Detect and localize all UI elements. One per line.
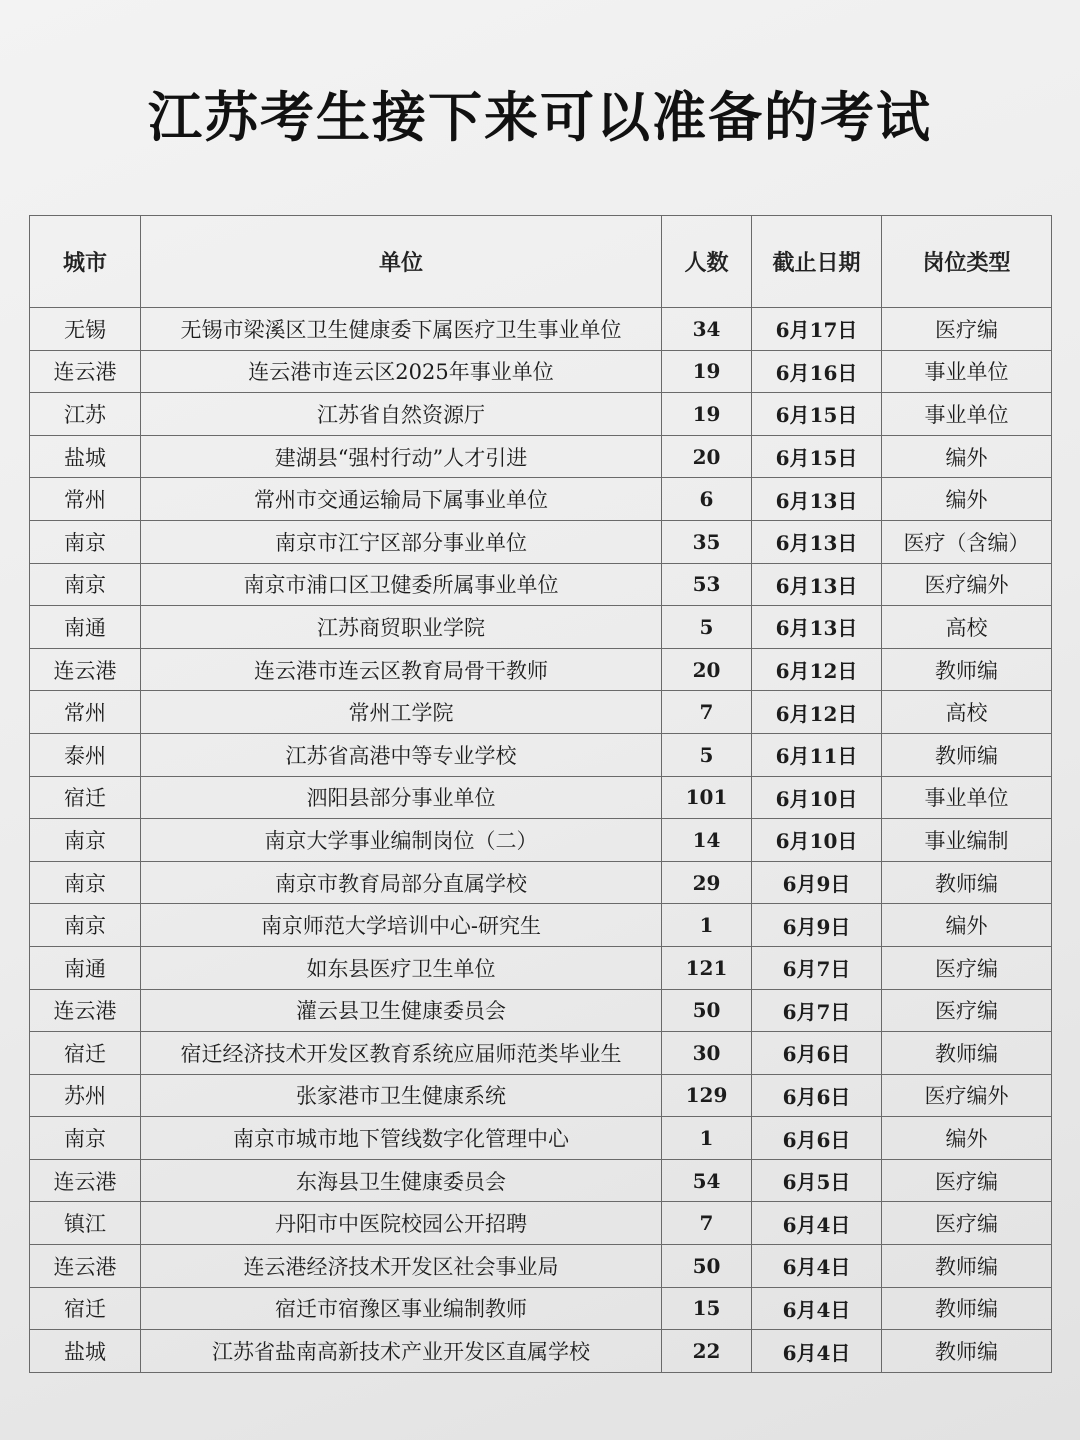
cell-count: 19 bbox=[662, 350, 752, 393]
table-row bbox=[30, 1032, 1052, 1075]
cell-unit: 张家港市卫生健康系统 bbox=[141, 1074, 662, 1117]
cell-unit: 江苏商贸职业学院 bbox=[141, 606, 662, 649]
cell-city: 宿迁 bbox=[30, 1287, 141, 1330]
cell-type: 事业单位 bbox=[882, 350, 1052, 393]
cell-city: 盐城 bbox=[30, 435, 141, 478]
cell-deadline: 6月10日 bbox=[752, 819, 882, 862]
cell-type: 医疗编外 bbox=[882, 1074, 1052, 1117]
cell-deadline: 6月7日 bbox=[752, 989, 882, 1032]
cell-count: 101 bbox=[662, 776, 752, 819]
cell-deadline: 6月7日 bbox=[752, 946, 882, 989]
cell-count: 30 bbox=[662, 1032, 752, 1075]
table-row bbox=[30, 308, 1052, 351]
cell-unit: 南京市江宁区部分事业单位 bbox=[141, 520, 662, 563]
cell-count: 29 bbox=[662, 861, 752, 904]
cell-deadline: 6月4日 bbox=[752, 1287, 882, 1330]
cell-type: 教师编 bbox=[882, 1032, 1052, 1075]
cell-unit: 南京大学事业编制岗位（二） bbox=[141, 819, 662, 862]
cell-deadline: 6月12日 bbox=[752, 648, 882, 691]
cell-deadline: 6月13日 bbox=[752, 606, 882, 649]
table-row bbox=[30, 904, 1052, 947]
cell-unit: 宿迁市宿豫区事业编制教师 bbox=[141, 1287, 662, 1330]
cell-type: 教师编 bbox=[882, 1287, 1052, 1330]
table-row bbox=[30, 691, 1052, 734]
cell-type: 医疗编 bbox=[882, 989, 1052, 1032]
cell-city: 连云港 bbox=[30, 989, 141, 1032]
cell-city: 盐城 bbox=[30, 1330, 141, 1373]
cell-deadline: 6月4日 bbox=[752, 1245, 882, 1288]
cell-type: 医疗编 bbox=[882, 1202, 1052, 1245]
cell-deadline: 6月9日 bbox=[752, 904, 882, 947]
cell-city: 苏州 bbox=[30, 1074, 141, 1117]
header-type: 岗位类型 bbox=[882, 216, 1052, 308]
cell-type: 医疗（含编） bbox=[882, 520, 1052, 563]
cell-deadline: 6月6日 bbox=[752, 1117, 882, 1160]
cell-unit: 如东县医疗卫生单位 bbox=[141, 946, 662, 989]
cell-unit: 宿迁经济技术开发区教育系统应届师范类毕业生 bbox=[141, 1032, 662, 1075]
cell-count: 15 bbox=[662, 1287, 752, 1330]
cell-count: 5 bbox=[662, 733, 752, 776]
cell-type: 医疗编外 bbox=[882, 563, 1052, 606]
cell-count: 14 bbox=[662, 819, 752, 862]
header-unit: 单位 bbox=[141, 216, 662, 308]
cell-city: 常州 bbox=[30, 478, 141, 521]
cell-count: 53 bbox=[662, 563, 752, 606]
cell-unit: 建湖县“强村行动”人才引进 bbox=[141, 435, 662, 478]
cell-count: 54 bbox=[662, 1159, 752, 1202]
table-row bbox=[30, 989, 1052, 1032]
cell-city: 南京 bbox=[30, 563, 141, 606]
cell-count: 1 bbox=[662, 904, 752, 947]
cell-city: 连云港 bbox=[30, 1159, 141, 1202]
cell-unit: 连云港经济技术开发区社会事业局 bbox=[141, 1245, 662, 1288]
table-row bbox=[30, 350, 1052, 393]
page-title: 江苏考生接下来可以准备的考试 bbox=[148, 86, 932, 149]
cell-type: 事业编制 bbox=[882, 819, 1052, 862]
cell-unit: 南京市教育局部分直属学校 bbox=[141, 861, 662, 904]
cell-type: 教师编 bbox=[882, 1245, 1052, 1288]
cell-city: 常州 bbox=[30, 691, 141, 734]
cell-unit: 江苏省高港中等专业学校 bbox=[141, 733, 662, 776]
table-row bbox=[30, 733, 1052, 776]
cell-unit: 江苏省自然资源厅 bbox=[141, 393, 662, 436]
cell-deadline: 6月4日 bbox=[752, 1202, 882, 1245]
cell-city: 南通 bbox=[30, 946, 141, 989]
cell-city: 南京 bbox=[30, 1117, 141, 1160]
cell-type: 编外 bbox=[882, 478, 1052, 521]
cell-unit: 南京市城市地下管线数字化管理中心 bbox=[141, 1117, 662, 1160]
cell-type: 医疗编 bbox=[882, 308, 1052, 351]
cell-city: 南通 bbox=[30, 606, 141, 649]
table-row bbox=[30, 606, 1052, 649]
cell-unit: 泗阳县部分事业单位 bbox=[141, 776, 662, 819]
cell-count: 20 bbox=[662, 648, 752, 691]
cell-count: 7 bbox=[662, 1202, 752, 1245]
cell-unit: 连云港市连云区教育局骨干教师 bbox=[141, 648, 662, 691]
cell-deadline: 6月13日 bbox=[752, 478, 882, 521]
cell-deadline: 6月6日 bbox=[752, 1032, 882, 1075]
cell-type: 医疗编 bbox=[882, 946, 1052, 989]
cell-count: 129 bbox=[662, 1074, 752, 1117]
table-row bbox=[30, 1287, 1052, 1330]
cell-unit: 丹阳市中医院校园公开招聘 bbox=[141, 1202, 662, 1245]
cell-deadline: 6月13日 bbox=[752, 563, 882, 606]
cell-city: 南京 bbox=[30, 861, 141, 904]
table-row bbox=[30, 563, 1052, 606]
cell-unit: 无锡市梁溪区卫生健康委下属医疗卫生事业单位 bbox=[141, 308, 662, 351]
table-row bbox=[30, 520, 1052, 563]
header-count: 人数 bbox=[662, 216, 752, 308]
cell-deadline: 6月17日 bbox=[752, 308, 882, 351]
cell-deadline: 6月4日 bbox=[752, 1330, 882, 1373]
cell-type: 教师编 bbox=[882, 733, 1052, 776]
table-header-row bbox=[30, 216, 1052, 308]
cell-count: 50 bbox=[662, 989, 752, 1032]
table-row bbox=[30, 435, 1052, 478]
cell-city: 南京 bbox=[30, 904, 141, 947]
table-row bbox=[30, 478, 1052, 521]
cell-count: 1 bbox=[662, 1117, 752, 1160]
cell-unit: 常州市交通运输局下属事业单位 bbox=[141, 478, 662, 521]
cell-deadline: 6月13日 bbox=[752, 520, 882, 563]
cell-deadline: 6月15日 bbox=[752, 393, 882, 436]
cell-unit: 常州工学院 bbox=[141, 691, 662, 734]
cell-type: 编外 bbox=[882, 435, 1052, 478]
cell-count: 7 bbox=[662, 691, 752, 734]
table-row bbox=[30, 861, 1052, 904]
cell-city: 泰州 bbox=[30, 733, 141, 776]
cell-count: 35 bbox=[662, 520, 752, 563]
cell-count: 19 bbox=[662, 393, 752, 436]
header-deadline: 截止日期 bbox=[752, 216, 882, 308]
cell-city: 江苏 bbox=[30, 393, 141, 436]
cell-unit: 连云港市连云区2025年事业单位 bbox=[141, 350, 662, 393]
cell-type: 事业单位 bbox=[882, 393, 1052, 436]
cell-deadline: 6月11日 bbox=[752, 733, 882, 776]
cell-unit: 南京师范大学培训中心-研究生 bbox=[141, 904, 662, 947]
cell-city: 宿迁 bbox=[30, 776, 141, 819]
table-row bbox=[30, 648, 1052, 691]
cell-count: 50 bbox=[662, 1245, 752, 1288]
cell-type: 教师编 bbox=[882, 1330, 1052, 1373]
cell-city: 连云港 bbox=[30, 1245, 141, 1288]
cell-type: 编外 bbox=[882, 1117, 1052, 1160]
cell-count: 5 bbox=[662, 606, 752, 649]
cell-deadline: 6月15日 bbox=[752, 435, 882, 478]
cell-count: 20 bbox=[662, 435, 752, 478]
cell-count: 6 bbox=[662, 478, 752, 521]
cell-city: 宿迁 bbox=[30, 1032, 141, 1075]
table-row bbox=[30, 776, 1052, 819]
table-body bbox=[30, 308, 1052, 1373]
cell-count: 22 bbox=[662, 1330, 752, 1373]
cell-type: 高校 bbox=[882, 606, 1052, 649]
cell-type: 编外 bbox=[882, 904, 1052, 947]
table-row bbox=[30, 393, 1052, 436]
cell-deadline: 6月12日 bbox=[752, 691, 882, 734]
cell-city: 连云港 bbox=[30, 648, 141, 691]
table-row bbox=[30, 1117, 1052, 1160]
cell-city: 南京 bbox=[30, 520, 141, 563]
cell-unit: 灌云县卫生健康委员会 bbox=[141, 989, 662, 1032]
cell-type: 事业单位 bbox=[882, 776, 1052, 819]
cell-type: 教师编 bbox=[882, 861, 1052, 904]
cell-city: 连云港 bbox=[30, 350, 141, 393]
cell-type: 医疗编 bbox=[882, 1159, 1052, 1202]
cell-deadline: 6月6日 bbox=[752, 1074, 882, 1117]
cell-type: 高校 bbox=[882, 691, 1052, 734]
cell-city: 南京 bbox=[30, 819, 141, 862]
cell-unit: 南京市浦口区卫健委所属事业单位 bbox=[141, 563, 662, 606]
cell-deadline: 6月9日 bbox=[752, 861, 882, 904]
table-row bbox=[30, 946, 1052, 989]
cell-city: 镇江 bbox=[30, 1202, 141, 1245]
table-row bbox=[30, 1202, 1052, 1245]
table-row bbox=[30, 1245, 1052, 1288]
exam-table bbox=[29, 215, 1052, 1373]
cell-city: 无锡 bbox=[30, 308, 141, 351]
cell-unit: 江苏省盐南高新技术产业开发区直属学校 bbox=[141, 1330, 662, 1373]
table-row bbox=[30, 1330, 1052, 1373]
header-city: 城市 bbox=[30, 216, 141, 308]
table-row bbox=[30, 819, 1052, 862]
table-row bbox=[30, 1159, 1052, 1202]
cell-unit: 东海县卫生健康委员会 bbox=[141, 1159, 662, 1202]
cell-count: 34 bbox=[662, 308, 752, 351]
cell-count: 121 bbox=[662, 946, 752, 989]
table-row bbox=[30, 1074, 1052, 1117]
cell-type: 教师编 bbox=[882, 648, 1052, 691]
cell-deadline: 6月16日 bbox=[752, 350, 882, 393]
cell-deadline: 6月5日 bbox=[752, 1159, 882, 1202]
cell-deadline: 6月10日 bbox=[752, 776, 882, 819]
